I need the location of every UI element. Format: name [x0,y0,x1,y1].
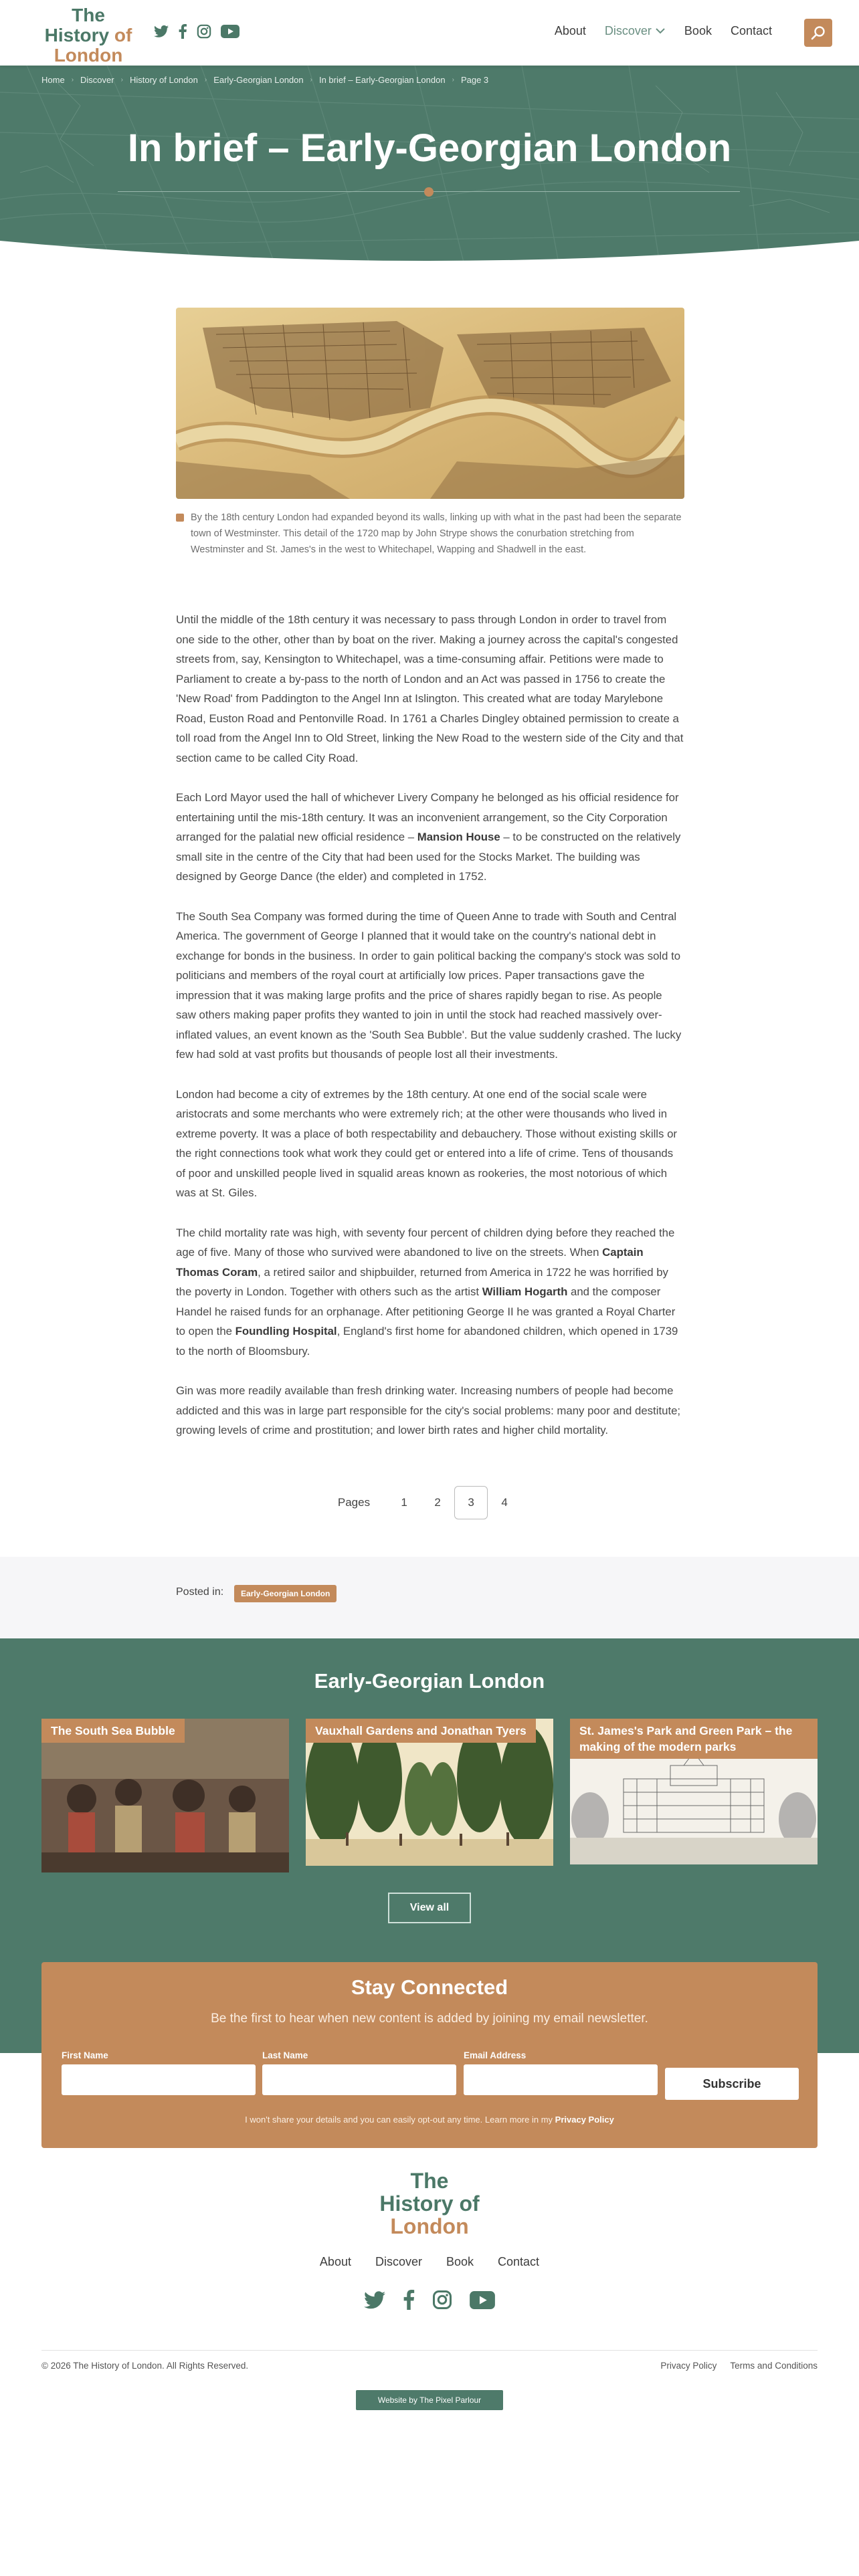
newsletter-subtitle: Be the first to hear when new content is added by joining my email newsletter. [211,2012,648,2026]
privacy-policy-link[interactable]: Privacy Policy [555,2115,614,2125]
facebook-icon[interactable] [178,24,187,41]
terms-link[interactable]: Terms and Conditions [730,2361,818,2371]
main-nav [555,24,772,38]
category-tag[interactable]: Early-Georgian London [234,1585,337,1602]
page-title: In brief – Early-Georgian London [127,126,732,170]
logo-line-2 [41,25,135,45]
breadcrumb-home[interactable]: Home [41,75,65,85]
footer-divider [41,2350,818,2351]
copyright: © 2026 The History of London. All Rights Reserved. [41,2361,249,2371]
privacy-note-text: I won't share your details and you can easily opt-out any time. Learn more in my [245,2115,553,2125]
nav-contact[interactable]: Contact [730,24,772,37]
posted-in-label: Posted in: [176,1586,224,1598]
page-link-1[interactable]: 1 [401,1496,407,1509]
page-link-4[interactable]: 4 [501,1496,508,1509]
article-highlight: Captain Thomas Coram [176,1246,644,1279]
breadcrumb-separator: › [120,76,123,84]
first-name-label: First Name [62,2050,108,2060]
article-paragraph: London had become a city of extremes by the 18th century. At one end of the social scale were aristocrats and some merchants who were extremely rich; at the other were thousands who lived in extreme poverty. It was a place of both respectability and debauchery. Those without existing skills or the right connections took what work they could get or entered into a life of crime. Tens of thousands of poor and unskilled people lived in squalid areas known as rookeries, the most notorious of which was at St. Giles. [176,1087,678,1199]
privacy-policy-link[interactable]: Privacy Policy [660,2361,717,2371]
youtube-icon[interactable] [470,2291,495,2312]
website-credit[interactable]: Website by The Pixel Parlour [356,2390,503,2410]
title-divider-dot [424,187,434,197]
article-paragraph [176,788,684,887]
article-highlight: William Hogarth [482,1285,568,1298]
page-link-2[interactable]: 2 [434,1496,441,1509]
page-link-current: 3 [454,1486,488,1519]
facebook-icon[interactable] [403,2290,415,2313]
twitter-icon[interactable] [364,2291,385,2312]
footer-logo-line-3: London [390,2214,469,2238]
newsletter-title: Stay Connected [351,1975,508,1999]
email-input[interactable] [464,2064,658,2095]
article-text: and the composer Handel he raised funds for an orphanage. After petitioning George II he was granted a Royal Charter to open the [176,1285,676,1337]
footer-nav-about[interactable]: About [319,2255,351,2268]
footer-nav [0,2255,859,2269]
article-map-image [176,308,684,499]
breadcrumb-early-georgian[interactable]: Early-Georgian London [213,75,304,85]
card-title: Vauxhall Gardens and Jonathan Tyers [306,1719,536,1743]
search-icon [811,25,826,40]
breadcrumb [41,75,488,85]
footer-logo[interactable] [376,2169,483,2238]
article-highlight: Mansion House [417,831,500,843]
article-highlight: Foundling Hospital [235,1325,337,1337]
related-card[interactable] [570,1719,818,1864]
footer-nav-book[interactable]: Book [446,2255,474,2268]
breadcrumb-current: Page 3 [460,75,489,85]
youtube-icon[interactable] [221,25,240,41]
card-title: St. James's Park and Green Park – the making of the modern parks [570,1719,818,1759]
newsletter-privacy-note [41,2115,818,2125]
email-label: Email Address [464,2050,527,2060]
breadcrumb-history-of-london[interactable]: History of London [129,75,198,85]
footer-social-links [0,2290,859,2313]
article-paragraph: Until the middle of the 18th century it was necessary to pass through London in order to travel from one side to the other, other than by boat on the river. Making a journey across the capital's congested streets from, say, Kensington to Whitechapel, was a time-consuming affair. Petitions were made to Parliament to create a by-pass to the north of London and an Act was passed in 1756 to create the 'New Road' from Paddington to the Angel Inn at Islington. This created what are today Marylebone Road, Euston Road and Pentonville Road. In 1761 a Charles Dingley obtained permission to create a toll road from the Angel Inn to Old Street, linking the New Road to the western side of the City and that section came to be called City Road. [176,613,684,764]
first-name-field [62,2050,256,2095]
article-text: – to be constructed on the relatively small site in the centre of the City that had been used for the Stocks Market. The building was designed by George Dance (the elder) and completed in 1752. [176,831,681,883]
footer-nav-contact[interactable]: Contact [498,2255,540,2268]
footer-logo-line-2: History of [379,2191,480,2216]
instagram-icon[interactable] [432,2290,452,2313]
article-text: Each Lord Mayor used the hall of whichever Livery Company he belonged as his official residence for entertaining until the mis-18th century. It was an inconvenient arrangement, so the City Corporation arranged for the palatial new official residence – [176,791,679,843]
breadcrumb-separator: › [310,76,312,84]
header-social-links [154,24,240,41]
article-paragraph: Gin was more readily available than fresh drinking water. Increasing numbers of people had become addicted and this was in large part responsible for the city's social problems: many poor and destitute; growing levels of crime and prostitution; and lower birth rates and higher child mortality. [176,1384,681,1436]
first-name-input[interactable] [62,2064,256,2095]
logo-word-history: History [44,25,110,45]
breadcrumb-discover[interactable]: Discover [80,75,114,85]
article-text: , a retired sailor and shipbuilder, returned from America in 1722 he was horrified by the poverty in London. Together with others such as the artist [176,1265,668,1298]
breadcrumb-separator: › [452,76,454,84]
site-logo[interactable] [41,5,135,66]
card-title: The South Sea Bubble [41,1719,185,1743]
logo-word-of: of [114,25,132,45]
last-name-input[interactable] [262,2064,456,2095]
footer-logo-line-1: The [410,2169,449,2193]
pagination-label: Pages [337,1496,371,1509]
article-body [176,610,684,1461]
related-card[interactable] [41,1719,289,1872]
footer-nav-discover[interactable]: Discover [375,2255,422,2268]
pagination [0,1486,859,1519]
nav-discover[interactable] [605,24,666,38]
related-card[interactable] [306,1719,553,1866]
subscribe-button[interactable]: Subscribe [665,2068,799,2100]
article-text: , England's first home for abandoned children, which opened in 1739 to the north of Bloomsbury. [176,1325,678,1358]
site-header [0,0,859,66]
related-title: Early-Georgian London [314,1669,545,1693]
article-paragraph: The South Sea Company was formed during the time of Queen Anne to trade with South and Central America. The government of George I planned that it would take on the country's national debt in exchange for bonds in the business. In order to gain political backing the company's stock was sold to politicians and members of the royal court at artificially low prices. Paper transactions gave the impression that it was making large profits and the price of shares rapidly began to rise. As people saw others making paper profits they wanted to join in until the stock had reached massively over-inflated values, an event known as the 'South Sea Bubble'. But the value suddenly crashed. The lucky few had sold at vast profits but thousands of people lost all their investments. [176,909,682,1061]
nav-about[interactable]: About [554,24,586,37]
search-button[interactable] [804,19,832,47]
breadcrumb-separator: › [71,76,74,84]
last-name-label: Last Name [262,2050,308,2060]
breadcrumb-separator: › [204,76,207,84]
newsletter-signup [41,1962,818,2148]
hero-curve [0,241,859,281]
email-field [464,2050,658,2095]
breadcrumb-in-brief[interactable]: In brief – Early-Georgian London [318,75,446,85]
posted-in-bar [0,1557,859,1638]
article-paragraph [176,1223,684,1362]
image-caption: By the 18th century London had expanded beyond its walls, linking up with what in the past had been the separate town of Westminster. This detail of the 1720 map by John Strype shows the conurbation stretching from Westminster and St. James's in the west to Whitechapel, Wapping and Shadwell in the east. [176,510,684,558]
nav-discover-label: Discover [604,24,652,37]
instagram-icon[interactable] [197,24,211,41]
article-text: The child mortality rate was high, with seventy four percent of children dying before they reached the age of five. Many of those who survived were abandoned to live on the streets. When [176,1226,675,1259]
chevron-down-icon [655,27,666,35]
logo-line-3: London [54,45,123,66]
legal-links [660,2361,818,2371]
logo-line-1: The [72,5,105,25]
twitter-icon[interactable] [154,25,169,41]
nav-book[interactable]: Book [684,24,712,37]
last-name-field [262,2050,456,2095]
view-all-button[interactable]: View all [388,1893,471,1923]
